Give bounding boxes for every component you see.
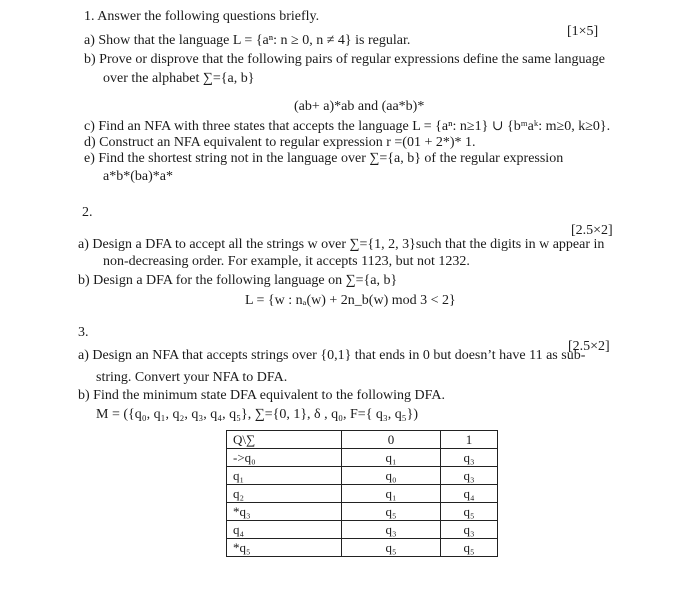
- table-cell: q₄: [441, 485, 498, 503]
- q2-part-b-expression: L = {w : nₐ(w) + 2n_b(w) mod 3 < 2}: [245, 293, 456, 308]
- table-cell: q₃: [441, 467, 498, 485]
- q2-part-b: b) Design a DFA for the following language on ∑={a, b}: [78, 273, 398, 288]
- table-cell: q₁: [342, 485, 441, 503]
- table-cell: q₅: [441, 539, 498, 557]
- table-cell: q₅: [342, 539, 441, 557]
- transition-table: [226, 430, 498, 557]
- table-cell: q₄: [227, 521, 342, 539]
- q1-part-b-line1: b) Prove or disprove that the following pairs of regular expressions define the same language: [84, 52, 605, 67]
- q1-title: 1. Answer the following questions briefly.: [84, 9, 320, 24]
- table-cell: q₅: [342, 503, 441, 521]
- q1-part-a: a) Show that the language L = {aⁿ: n ≥ 0, n ≠ 4} is regular.: [84, 33, 411, 48]
- q2-part-a-line2: non-decreasing order. For example, it accepts 1123, but not 1232.: [103, 254, 470, 269]
- table-header: Q\∑: [227, 431, 342, 449]
- q1-part-b-line2: over the alphabet ∑={a, b}: [103, 71, 255, 86]
- q1-part-d: d) Construct an NFA equivalent to regular expression r =(01 + 2*)* 1.: [84, 135, 476, 150]
- table-header-row: [227, 431, 498, 449]
- q2-part-a-line1: a) Design a DFA to accept all the strings w over ∑={1, 2, 3}such that the digits in w appear in: [78, 237, 605, 252]
- table-cell: ->q₀: [227, 449, 342, 467]
- q1-part-c: c) Find an NFA with three states that accepts the language L = {aⁿ: n≥1} ∪ {bᵐaᵏ: m≥0, k≥0}.: [84, 119, 611, 134]
- q3-part-b: b) Find the minimum state DFA equivalent to the following DFA.: [78, 388, 445, 403]
- table-cell: q₃: [441, 521, 498, 539]
- table-header: 0: [342, 431, 441, 449]
- table-cell: q₁: [342, 449, 441, 467]
- table-row: [227, 485, 498, 503]
- table-cell: *q₃: [227, 503, 342, 521]
- q2-marks: [2.5×2]: [571, 223, 613, 238]
- table-cell: *q₅: [227, 539, 342, 557]
- q1-part-e-line1: e) Find the shortest string not in the language over ∑={a, b} of the regular expression: [84, 151, 564, 166]
- table-row: [227, 503, 498, 521]
- q3-part-a-line1: a) Design an NFA that accepts strings over {0,1} that ends in 0 but doesn’t have 11 as sub-: [78, 348, 586, 363]
- table-cell: q₅: [441, 503, 498, 521]
- q2-number: 2.: [82, 205, 93, 220]
- q1-part-b-expression: (ab+ a)*ab and (aa*b)*: [294, 99, 425, 114]
- table-cell: q₀: [342, 467, 441, 485]
- q3-part-b-definition: M = ({q₀, q₁, q₂, q₃, q₄, q₅}, ∑={0, 1}, δ , q₀, F={ q₃, q₅}): [96, 407, 419, 422]
- table-cell: q₁: [227, 467, 342, 485]
- q1-marks: [1×5]: [567, 24, 599, 39]
- table-row: [227, 521, 498, 539]
- table-cell: q₃: [441, 449, 498, 467]
- table-row: [227, 539, 498, 557]
- q3-part-a-line2: string. Convert your NFA to DFA.: [96, 370, 288, 385]
- table-row: [227, 467, 498, 485]
- q3-number: 3.: [78, 325, 89, 340]
- table-header: 1: [441, 431, 498, 449]
- table-cell: q₃: [342, 521, 441, 539]
- q3-marks: [2.5×2]: [568, 339, 610, 354]
- q1-part-e-line2: a*b*(ba)*a*: [103, 169, 173, 184]
- table-row: [227, 449, 498, 467]
- table-cell: q₂: [227, 485, 342, 503]
